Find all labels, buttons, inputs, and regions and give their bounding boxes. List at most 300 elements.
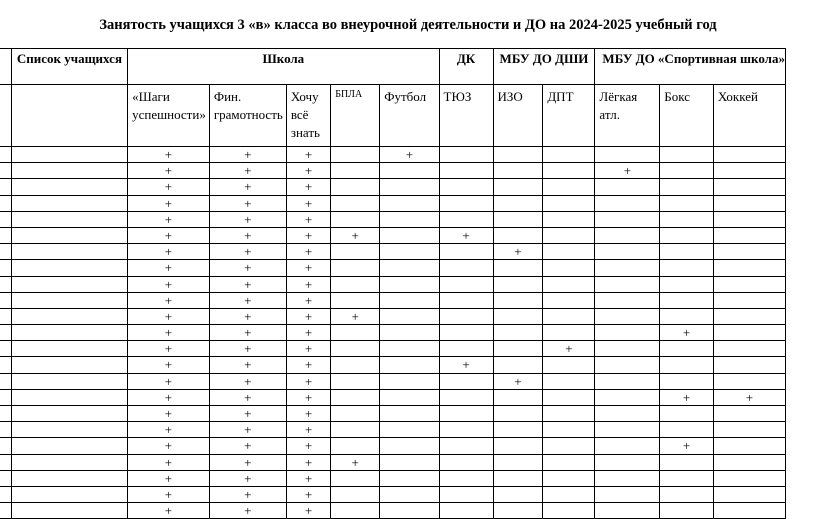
cell-legkaya [595,227,660,243]
table-row [0,147,786,163]
cell-boks [660,260,714,276]
cell-boks: + [660,438,714,454]
row-number-cell [0,503,11,519]
cell-boks [660,470,714,486]
student-name-cell [11,163,127,179]
row-number-cell [0,357,11,373]
cell-bpla [331,325,380,341]
row-number-cell [0,486,11,502]
cell-izo: + [493,244,543,260]
cell-legkaya [595,276,660,292]
cell-fin: + [209,227,286,243]
cell-fin: + [209,292,286,308]
table-row [0,486,786,502]
cell-tyuz [439,341,493,357]
cell-bpla: + [331,227,380,243]
cell-football [380,260,439,276]
cell-hochu: + [286,325,330,341]
student-name-cell [11,357,127,373]
student-name-cell [11,470,127,486]
row-number-cell [0,292,11,308]
cell-football [380,454,439,470]
cell-legkaya [595,373,660,389]
cell-hochu: + [286,179,330,195]
cell-dpt [543,147,595,163]
cell-fin: + [209,454,286,470]
cell-boks: + [660,389,714,405]
header-school: Школа [128,49,439,85]
cell-bpla [331,179,380,195]
student-name-cell [11,406,127,422]
cell-dpt [543,211,595,227]
cell-bpla [331,292,380,308]
cell-izo [493,406,543,422]
cell-izo [493,147,543,163]
cell-hochu: + [286,341,330,357]
cell-tyuz [439,292,493,308]
subheader-dpt: ДПТ [543,85,595,147]
cell-bpla [331,357,380,373]
row-number-cell [0,373,11,389]
cell-izo [493,486,543,502]
cell-fin: + [209,325,286,341]
cell-football [380,486,439,502]
activity-table [0,48,786,519]
cell-hochu: + [286,438,330,454]
cell-hokkey [713,357,785,373]
cell-boks [660,308,714,324]
cell-fin: + [209,308,286,324]
cell-shagi: + [128,308,210,324]
table-row [0,276,786,292]
cell-hochu: + [286,406,330,422]
table-row [0,470,786,486]
cell-dpt [543,292,595,308]
student-name-cell [11,227,127,243]
subheader-hokkey: Хоккей [713,85,785,147]
cell-shagi: + [128,438,210,454]
header-students: Список учащихся [11,49,127,85]
cell-hokkey [713,292,785,308]
cell-shagi: + [128,486,210,502]
header-row-groups [0,49,786,85]
cell-shagi: + [128,406,210,422]
cell-hokkey [713,260,785,276]
table-row [0,244,786,260]
cell-dpt [543,422,595,438]
header-dk: ДК [439,49,493,85]
cell-izo [493,211,543,227]
cell-hokkey [713,163,785,179]
cell-dpt [543,373,595,389]
cell-football [380,470,439,486]
cell-fin: + [209,163,286,179]
cell-hochu: + [286,244,330,260]
header-dshi: МБУ ДО ДШИ [493,49,595,85]
student-name-cell [11,276,127,292]
row-number-cell [0,195,11,211]
cell-hokkey [713,211,785,227]
cell-boks [660,179,714,195]
cell-shagi: + [128,422,210,438]
cell-dpt [543,276,595,292]
header-row-activities [0,85,786,147]
student-name-cell [11,147,127,163]
cell-football [380,163,439,179]
cell-bpla [331,195,380,211]
cell-bpla: + [331,308,380,324]
cell-tyuz [439,195,493,211]
cell-dpt [543,486,595,502]
cell-tyuz [439,163,493,179]
cell-hokkey [713,276,785,292]
cell-boks [660,292,714,308]
cell-bpla: + [331,454,380,470]
cell-football [380,373,439,389]
cell-hokkey [713,244,785,260]
cell-shagi: + [128,503,210,519]
cell-boks [660,422,714,438]
cell-legkaya [595,325,660,341]
cell-shagi: + [128,373,210,389]
student-name-cell [11,438,127,454]
cell-fin: + [209,486,286,502]
cell-dpt [543,244,595,260]
cell-legkaya [595,503,660,519]
cell-bpla [331,373,380,389]
row-number-cell [0,276,11,292]
cell-shagi: + [128,292,210,308]
student-name-cell [11,486,127,502]
row-number-cell [0,406,11,422]
cell-fin: + [209,179,286,195]
cell-shagi: + [128,341,210,357]
cell-hochu: + [286,260,330,276]
table-row [0,260,786,276]
student-name-cell [11,195,127,211]
cell-legkaya [595,260,660,276]
cell-dpt [543,325,595,341]
cell-fin: + [209,147,286,163]
cell-bpla [331,422,380,438]
student-name-cell [11,292,127,308]
cell-shagi: + [128,211,210,227]
student-name-cell [11,260,127,276]
cell-fin: + [209,503,286,519]
row-number-cell [0,147,11,163]
cell-fin: + [209,373,286,389]
cell-izo [493,438,543,454]
cell-tyuz [439,308,493,324]
subheader-fin: Фин. грамотность [209,85,286,147]
table-row [0,422,786,438]
table-row [0,503,786,519]
table-body [0,49,786,519]
cell-bpla [331,486,380,502]
cell-tyuz [439,422,493,438]
cell-boks [660,341,714,357]
row-number-cell [0,163,11,179]
cell-fin: + [209,406,286,422]
subheader-tyuz: ТЮЗ [439,85,493,147]
cell-hochu: + [286,486,330,502]
table-row [0,179,786,195]
cell-tyuz [439,211,493,227]
cell-legkaya [595,195,660,211]
cell-legkaya [595,147,660,163]
cell-izo [493,325,543,341]
cell-hochu: + [286,357,330,373]
cell-hochu: + [286,373,330,389]
cell-izo [493,260,543,276]
cell-hochu: + [286,147,330,163]
cell-football [380,308,439,324]
table-row [0,373,786,389]
cell-legkaya [595,357,660,373]
cell-legkaya [595,438,660,454]
subheader-football: Футбол [380,85,439,147]
cell-hochu: + [286,470,330,486]
cell-hokkey [713,486,785,502]
cell-bpla [331,406,380,422]
subheader-bpla: БПЛА [331,85,380,147]
cell-football [380,325,439,341]
cell-bpla [331,244,380,260]
student-name-cell [11,179,127,195]
cell-tyuz [439,147,493,163]
cell-hochu: + [286,503,330,519]
cell-bpla [331,211,380,227]
cell-dpt [543,470,595,486]
cell-legkaya [595,211,660,227]
cell-shagi: + [128,454,210,470]
cell-izo [493,179,543,195]
cell-hokkey [713,373,785,389]
cell-dpt [543,179,595,195]
table-row [0,406,786,422]
cell-shagi: + [128,147,210,163]
row-number-cell [0,260,11,276]
cell-tyuz [439,389,493,405]
cell-dpt [543,227,595,243]
cell-fin: + [209,341,286,357]
cell-football [380,276,439,292]
cell-hokkey [713,308,785,324]
cell-hochu: + [286,308,330,324]
subheader-shagi: «Шаги успешности» [128,85,210,147]
cell-legkaya [595,389,660,405]
cell-boks [660,211,714,227]
cell-boks [660,373,714,389]
cell-bpla [331,438,380,454]
cell-fin: + [209,389,286,405]
cell-bpla [331,260,380,276]
cell-bpla [331,147,380,163]
student-name-cell [11,341,127,357]
table-row [0,341,786,357]
cell-hochu: + [286,292,330,308]
cell-hokkey [713,406,785,422]
row-number-cell [0,211,11,227]
cell-boks [660,163,714,179]
student-name-cell [11,373,127,389]
cell-dpt [543,357,595,373]
cell-boks [660,454,714,470]
cell-legkaya [595,470,660,486]
student-name-cell [11,454,127,470]
cell-football [380,179,439,195]
cell-hokkey [713,227,785,243]
header-students-blank [11,85,127,147]
subheader-izo: ИЗО [493,85,543,147]
row-number-cell [0,244,11,260]
cell-shagi: + [128,325,210,341]
cell-dpt [543,195,595,211]
cell-hokkey: + [713,389,785,405]
cell-tyuz [439,244,493,260]
cell-tyuz [439,260,493,276]
cell-izo [493,276,543,292]
cell-boks [660,227,714,243]
cell-tyuz [439,438,493,454]
cell-hokkey [713,341,785,357]
cell-izo [493,341,543,357]
cell-bpla [331,276,380,292]
cell-football [380,195,439,211]
row-number-cell [0,438,11,454]
cell-izo [493,422,543,438]
cell-hokkey [713,325,785,341]
subheader-boks: Бокс [660,85,714,147]
cell-shagi: + [128,163,210,179]
cell-shagi: + [128,195,210,211]
cell-legkaya [595,486,660,502]
cell-hokkey [713,195,785,211]
cell-football [380,244,439,260]
cell-tyuz [439,406,493,422]
cell-izo: + [493,373,543,389]
student-name-cell [11,308,127,324]
table-row [0,292,786,308]
cell-shagi: + [128,227,210,243]
row-number-cell [0,325,11,341]
student-name-cell [11,325,127,341]
cell-boks [660,147,714,163]
cell-shagi: + [128,357,210,373]
table-row [0,325,786,341]
cell-football [380,406,439,422]
cell-boks [660,276,714,292]
cell-izo [493,454,543,470]
table-row [0,211,786,227]
cell-tyuz [439,470,493,486]
table-row [0,163,786,179]
cell-tyuz [439,276,493,292]
cell-shagi: + [128,276,210,292]
row-number-cell [0,422,11,438]
row-number-cell [0,454,11,470]
student-name-cell [11,503,127,519]
cell-tyuz [439,179,493,195]
cell-football [380,227,439,243]
cell-tyuz [439,373,493,389]
cell-football [380,503,439,519]
cell-dpt [543,308,595,324]
cell-fin: + [209,260,286,276]
cell-shagi: + [128,470,210,486]
page-title: Занятость учащихся 3 «в» класса во внеурочной деятельности и ДО на 2024-2025 учебный год [99,17,717,33]
cell-boks [660,195,714,211]
cell-izo [493,470,543,486]
row-number-cell [0,470,11,486]
cell-football [380,292,439,308]
cell-fin: + [209,470,286,486]
header-sport-school: МБУ ДО «Спортивная школа» [595,49,786,85]
cell-hokkey [713,470,785,486]
cell-izo [493,357,543,373]
cell-izo [493,308,543,324]
cell-hokkey [713,147,785,163]
cell-bpla [331,503,380,519]
table-row [0,357,786,373]
cell-izo [493,292,543,308]
student-name-cell [11,244,127,260]
header-number [0,49,11,85]
row-number-cell [0,227,11,243]
student-name-cell [11,211,127,227]
cell-fin: + [209,244,286,260]
cell-izo [493,503,543,519]
cell-izo [493,163,543,179]
cell-hochu: + [286,227,330,243]
cell-legkaya [595,244,660,260]
cell-dpt [543,163,595,179]
subheader-legkaya: Лёгкая атл. [595,85,660,147]
cell-hokkey [713,503,785,519]
cell-dpt [543,454,595,470]
row-number-cell [0,308,11,324]
cell-legkaya [595,422,660,438]
cell-legkaya [595,308,660,324]
cell-fin: + [209,422,286,438]
cell-tyuz [439,325,493,341]
cell-football [380,211,439,227]
cell-izo [493,195,543,211]
cell-football [380,438,439,454]
cell-shagi: + [128,389,210,405]
cell-dpt [543,260,595,276]
cell-hokkey [713,422,785,438]
cell-bpla [331,470,380,486]
student-name-cell [11,389,127,405]
cell-hochu: + [286,195,330,211]
cell-dpt [543,438,595,454]
cell-hochu: + [286,276,330,292]
cell-shagi: + [128,260,210,276]
header-number-blank [0,85,11,147]
cell-tyuz [439,454,493,470]
cell-hochu: + [286,422,330,438]
cell-izo [493,389,543,405]
cell-dpt: + [543,341,595,357]
cell-shagi: + [128,179,210,195]
cell-football [380,422,439,438]
table-row [0,389,786,405]
cell-legkaya: + [595,163,660,179]
row-number-cell [0,389,11,405]
cell-boks [660,486,714,502]
cell-hokkey [713,454,785,470]
